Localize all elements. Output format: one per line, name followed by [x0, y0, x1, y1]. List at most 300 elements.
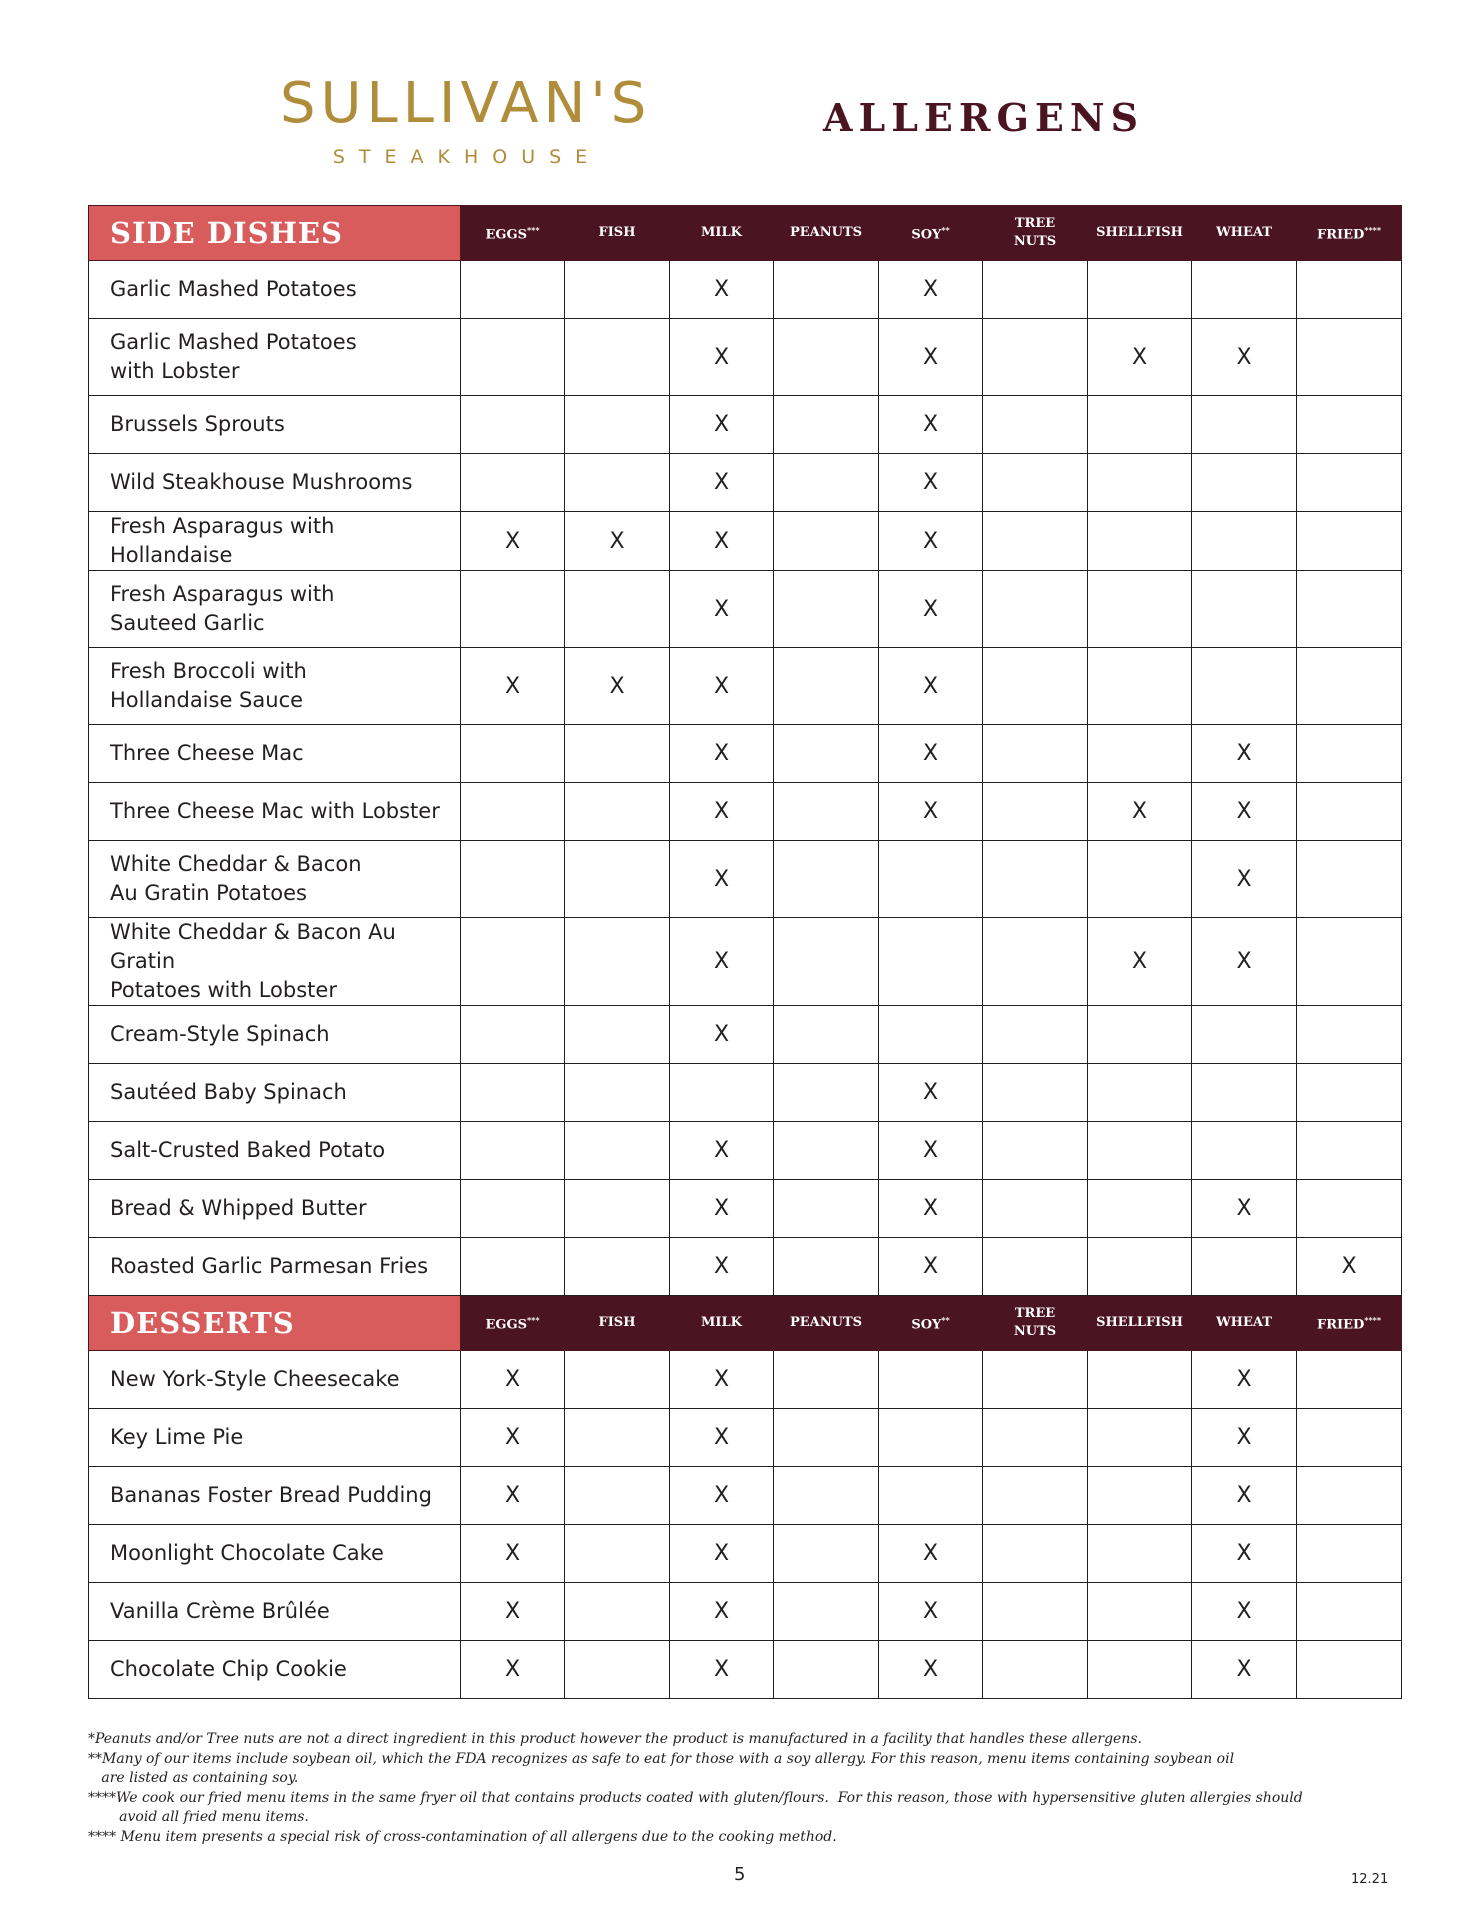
logo-subtitle: STEAKHOUSE	[332, 146, 602, 168]
allergen-mark: X	[1236, 344, 1252, 370]
column-header	[774, 1296, 879, 1351]
allergen-table	[88, 205, 1402, 1699]
allergen-cell	[1297, 918, 1402, 1006]
allergen-cell	[983, 1641, 1088, 1699]
allergen-cell	[1192, 319, 1297, 396]
allergen-cell	[670, 1180, 774, 1238]
column-header	[1088, 1296, 1192, 1351]
allergen-mark: X	[713, 1425, 730, 1450]
allergen-cell	[774, 1238, 879, 1296]
allergen-cell	[670, 1238, 774, 1296]
section-header-row	[89, 1296, 1402, 1351]
allergen-mark: X	[713, 799, 730, 824]
footnote-line: avoid all fried menu items.	[88, 1809, 309, 1825]
allergen-cell	[670, 571, 774, 648]
allergen-cell	[983, 1180, 1088, 1238]
allergen-cell	[1297, 1006, 1402, 1064]
allergen-cell	[1297, 1409, 1402, 1467]
allergen-cell	[1297, 648, 1402, 725]
allergen-cell	[1297, 1641, 1402, 1699]
allergen-cell	[461, 1351, 565, 1409]
allergen-cell	[879, 918, 983, 1006]
menu-item-name-line: Potatoes with Lobster	[110, 978, 337, 1002]
column-header-label: TREE	[1014, 1306, 1056, 1321]
allergen-mark: X	[713, 528, 730, 554]
allergen-cell	[565, 571, 670, 648]
table-row	[89, 571, 1402, 648]
menu-item-name-line: Key Lime Pie	[110, 1425, 244, 1449]
allergen-cell	[879, 783, 983, 841]
allergen-cell	[983, 725, 1088, 783]
allergen-cell	[1192, 1409, 1297, 1467]
allergen-mark: X	[713, 1138, 730, 1163]
menu-item-name	[89, 1583, 461, 1641]
menu-item-name-line: Fresh Asparagus with Hollandaise	[110, 514, 335, 567]
allergen-cell	[879, 261, 983, 319]
allergen-cell	[1088, 1467, 1192, 1525]
allergen-mark: X	[1236, 866, 1252, 892]
allergen-cell	[670, 1641, 774, 1699]
allergen-cell	[1297, 1525, 1402, 1583]
menu-item-name-line: Three Cheese Mac with Lobster	[110, 799, 440, 823]
logo-wordmark: SULLIVAN'S	[280, 71, 652, 136]
allergen-cell	[983, 1351, 1088, 1409]
menu-item-name	[89, 1180, 461, 1238]
allergen-cell	[670, 1583, 774, 1641]
allergen-cell	[461, 1006, 565, 1064]
allergen-cell	[1088, 1351, 1192, 1409]
allergen-cell	[1088, 512, 1192, 571]
allergen-cell	[983, 918, 1088, 1006]
allergen-cell	[1192, 1467, 1297, 1525]
allergen-cell	[1297, 841, 1402, 918]
allergen-mark: X	[1236, 1367, 1252, 1392]
menu-item-name-line: Brussels Sprouts	[110, 412, 285, 436]
allergen-cell	[1088, 918, 1192, 1006]
allergen-cell	[774, 1351, 879, 1409]
footnote-line: **** Menu item presents a special risk of cross-contamination of all allergens due to the cooking method.	[88, 1828, 837, 1845]
allergen-mark: X	[713, 1254, 730, 1279]
allergen-cell	[1297, 319, 1402, 396]
allergen-cell	[1192, 918, 1297, 1006]
allergen-mark: X	[713, 277, 730, 302]
page-title: ALLERGENS	[823, 95, 1145, 140]
allergen-cell	[1192, 648, 1297, 725]
allergen-cell	[565, 454, 670, 512]
allergen-mark: X	[922, 528, 939, 554]
allergen-mark: X	[713, 344, 730, 370]
allergen-mark: X	[1236, 1541, 1252, 1566]
column-header	[1192, 206, 1297, 261]
allergen-mark: X	[713, 741, 730, 766]
section-title: DESSERTS	[89, 1296, 461, 1351]
allergen-mark: X	[713, 470, 730, 495]
allergen-mark: X	[1131, 799, 1148, 824]
menu-item-name	[89, 1064, 461, 1122]
menu-item-name-line: Moonlight Chocolate Cake	[110, 1541, 384, 1565]
allergen-mark: X	[1236, 741, 1252, 766]
table-row	[89, 1006, 1402, 1064]
allergen-mark: X	[922, 799, 939, 824]
footnote-line: **Many of our items include soybean oil, which the FDA recognizes as safe to eat for those with a soy allergy. For this reason, menu items containing soybean oil	[88, 1750, 1235, 1767]
allergen-cell	[879, 1180, 983, 1238]
allergen-mark: X	[1236, 799, 1252, 824]
table-row	[89, 1409, 1402, 1467]
allergen-mark: X	[713, 1022, 730, 1047]
allergen-cell	[670, 319, 774, 396]
allergen-cell	[1088, 1122, 1192, 1180]
column-header-label: SOY	[911, 227, 942, 243]
menu-item-name-line: Roasted Garlic Parmesan Fries	[110, 1254, 429, 1278]
table-row	[89, 396, 1402, 454]
column-header-footnote-mark: **	[941, 1315, 950, 1326]
allergen-cell	[461, 319, 565, 396]
allergen-cell	[565, 1180, 670, 1238]
allergen-cell	[879, 1467, 983, 1525]
allergen-mark: X	[922, 673, 939, 699]
allergen-cell	[461, 1064, 565, 1122]
column-header-label: PEANUTS	[789, 1315, 863, 1330]
allergen-cell	[774, 725, 879, 783]
menu-item-name	[89, 648, 461, 725]
allergen-cell	[1297, 1238, 1402, 1296]
allergen-mark: X	[713, 1367, 730, 1392]
column-header	[1088, 206, 1192, 261]
allergen-cell	[1297, 261, 1402, 319]
allergen-cell	[774, 1180, 879, 1238]
column-header	[1192, 1296, 1297, 1351]
menu-item-name-line: Au Gratin Potatoes	[110, 881, 307, 905]
allergen-cell	[1088, 1409, 1192, 1467]
menu-item-name-line: White Cheddar & Bacon	[110, 852, 362, 876]
menu-item-name-line: Sauteed Garlic	[110, 611, 265, 635]
column-header	[1297, 1296, 1402, 1351]
allergen-cell	[1192, 261, 1297, 319]
allergen-mark: X	[1236, 949, 1252, 974]
menu-item-name	[89, 1409, 461, 1467]
allergen-cell	[879, 1583, 983, 1641]
allergen-cell	[983, 1467, 1088, 1525]
allergen-cell	[1088, 1641, 1192, 1699]
allergen-cell	[565, 1583, 670, 1641]
allergen-mark: X	[922, 1196, 939, 1221]
allergen-cell	[1297, 454, 1402, 512]
allergen-cell	[565, 512, 670, 571]
allergen-cell	[1088, 783, 1192, 841]
allergen-mark: X	[1236, 1425, 1252, 1450]
allergen-cell	[774, 1064, 879, 1122]
column-header-label: MILK	[701, 1315, 742, 1330]
menu-item-name	[89, 918, 461, 1006]
allergen-mark: X	[713, 1599, 730, 1624]
allergen-cell	[1088, 725, 1192, 783]
menu-item-name	[89, 319, 461, 396]
allergen-cell	[774, 1006, 879, 1064]
allergen-cell	[879, 454, 983, 512]
footnotes	[88, 1730, 1408, 1847]
allergen-mark: X	[922, 1080, 939, 1105]
allergen-cell	[1297, 396, 1402, 454]
allergen-mark: X	[1131, 949, 1148, 974]
column-header	[670, 1296, 774, 1351]
allergen-cell	[879, 725, 983, 783]
allergen-cell	[565, 783, 670, 841]
allergen-cell	[879, 1238, 983, 1296]
allergen-cell	[1297, 571, 1402, 648]
allergen-cell	[565, 319, 670, 396]
column-header-label: SOY	[911, 1317, 942, 1333]
allergen-cell	[461, 396, 565, 454]
menu-item-name	[89, 1525, 461, 1583]
allergen-cell	[565, 725, 670, 783]
allergen-cell	[461, 261, 565, 319]
allergen-cell	[1297, 1180, 1402, 1238]
column-header-label: NUTS	[1013, 234, 1057, 249]
allergen-cell	[774, 1641, 879, 1699]
menu-item-name-line: Garlic Mashed Potatoes	[110, 277, 357, 301]
allergen-cell	[1192, 1351, 1297, 1409]
allergen-mark: X	[713, 949, 730, 974]
allergen-cell	[1192, 725, 1297, 783]
allergen-cell	[1192, 454, 1297, 512]
column-header	[461, 1296, 565, 1351]
allergen-cell	[565, 1467, 670, 1525]
allergen-mark: X	[922, 412, 939, 437]
allergen-cell	[670, 918, 774, 1006]
allergen-cell	[565, 1006, 670, 1064]
allergen-mark: X	[504, 528, 521, 554]
allergen-cell	[983, 1238, 1088, 1296]
allergen-cell	[879, 1064, 983, 1122]
table-row	[89, 319, 1402, 396]
allergen-cell	[879, 841, 983, 918]
allergen-cell	[983, 841, 1088, 918]
allergen-mark: X	[713, 1196, 730, 1221]
allergen-mark: X	[1236, 1657, 1252, 1682]
allergen-cell	[983, 648, 1088, 725]
allergen-cell	[670, 648, 774, 725]
allergen-cell	[983, 396, 1088, 454]
menu-item-name	[89, 261, 461, 319]
menu-item-name-line: Fresh Asparagus with	[110, 582, 335, 606]
allergen-mark: X	[713, 1541, 730, 1566]
allergen-cell	[879, 1006, 983, 1064]
allergen-mark: X	[713, 673, 730, 699]
allergen-mark: X	[504, 1541, 521, 1566]
allergen-cell	[1192, 512, 1297, 571]
allergen-cell	[1192, 1006, 1297, 1064]
allergen-cell	[461, 783, 565, 841]
allergen-mark: X	[922, 741, 939, 766]
allergen-cell	[774, 1409, 879, 1467]
allergen-cell	[565, 648, 670, 725]
allergen-cell	[670, 1351, 774, 1409]
allergen-mark: X	[504, 1599, 521, 1624]
allergen-cell	[774, 396, 879, 454]
menu-item-name-line: Bananas Foster Bread Pudding	[110, 1483, 432, 1507]
footnote-line: *Peanuts and/or Tree nuts are not a direct ingredient in this product however the product is manufactured in a facility that handles these allergens.	[88, 1731, 1142, 1747]
table-row	[89, 841, 1402, 918]
allergen-cell	[983, 319, 1088, 396]
allergen-cell	[774, 841, 879, 918]
allergen-mark: X	[922, 1254, 939, 1279]
column-header-label: WHEAT	[1216, 1315, 1272, 1330]
menu-item-name	[89, 454, 461, 512]
allergen-cell	[461, 571, 565, 648]
column-header	[774, 206, 879, 261]
allergen-cell	[983, 783, 1088, 841]
column-header	[461, 206, 565, 261]
allergen-cell	[1297, 1583, 1402, 1641]
allergen-mark: X	[922, 1138, 939, 1163]
allergen-cell	[983, 454, 1088, 512]
allergen-cell	[461, 1525, 565, 1583]
allergen-mark: X	[504, 1483, 521, 1508]
allergen-mark: X	[922, 1541, 939, 1566]
allergen-cell	[565, 1641, 670, 1699]
footnote-line: are listed as containing soy.	[88, 1770, 299, 1786]
allergen-cell	[983, 1525, 1088, 1583]
menu-item-name-line: Bread & Whipped Butter	[110, 1196, 367, 1220]
allergen-cell	[461, 841, 565, 918]
table-row	[89, 918, 1402, 1006]
allergen-mark: X	[1236, 1483, 1252, 1508]
allergen-cell	[1192, 1238, 1297, 1296]
allergen-cell	[983, 1064, 1088, 1122]
column-header-label: FRIED	[1316, 1317, 1365, 1333]
allergen-cell	[774, 454, 879, 512]
allergen-cell	[879, 1351, 983, 1409]
allergen-cell	[1192, 1583, 1297, 1641]
column-header-label: PEANUTS	[789, 225, 863, 240]
allergen-cell	[1297, 1064, 1402, 1122]
allergen-cell	[879, 1122, 983, 1180]
allergen-mark: X	[1236, 1599, 1252, 1624]
menu-item-name-line: with Lobster	[110, 359, 240, 383]
sullivans-logo	[280, 71, 652, 168]
menu-item-name-line: Vanilla Crème Brûlée	[110, 1599, 330, 1623]
menu-item-name	[89, 512, 461, 571]
allergen-cell	[670, 725, 774, 783]
column-header-label: NUTS	[1013, 1324, 1057, 1339]
allergen-cell	[565, 1238, 670, 1296]
allergen-cell	[1088, 1583, 1192, 1641]
menu-item-name	[89, 783, 461, 841]
allergen-cell	[774, 1583, 879, 1641]
column-header	[879, 206, 983, 261]
menu-item-name-line: Salt-Crusted Baked Potato	[110, 1138, 386, 1162]
allergen-cell	[879, 1525, 983, 1583]
allergen-cell	[983, 1006, 1088, 1064]
allergen-cell	[1192, 571, 1297, 648]
allergen-mark: X	[504, 1425, 521, 1450]
allergen-cell	[565, 1351, 670, 1409]
table-row	[89, 725, 1402, 783]
menu-item-name	[89, 1238, 461, 1296]
allergen-mark: X	[713, 1483, 730, 1508]
allergen-cell	[1192, 1122, 1297, 1180]
menu-item-name-line: Garlic Mashed Potatoes	[110, 330, 357, 354]
table-row	[89, 1238, 1402, 1296]
column-header-label: SHELLFISH	[1096, 225, 1183, 240]
page-number: 5	[734, 1864, 746, 1885]
menu-item-name	[89, 1351, 461, 1409]
menu-item-name-line: Cream-Style Spinach	[110, 1022, 330, 1046]
allergen-mark: X	[713, 1657, 730, 1682]
date-code: 12.21	[1351, 1872, 1389, 1887]
allergen-cell	[1297, 1467, 1402, 1525]
menu-item-name	[89, 841, 461, 918]
column-header	[1297, 206, 1402, 261]
allergen-cell	[1088, 571, 1192, 648]
allergen-cell	[774, 648, 879, 725]
allergen-cell	[461, 1467, 565, 1525]
menu-item-name-line: Hollandaise Sauce	[110, 688, 304, 712]
column-header-label: FISH	[598, 225, 636, 240]
allergen-mark: X	[922, 1657, 939, 1682]
column-header	[565, 206, 670, 261]
section-header-row	[89, 206, 1402, 261]
menu-item-name	[89, 725, 461, 783]
table-row	[89, 1467, 1402, 1525]
column-header-label: EGGS	[485, 1317, 527, 1333]
menu-item-name-line: White Cheddar & Bacon Au Gratin	[110, 920, 396, 973]
allergen-cell	[1297, 725, 1402, 783]
allergen-cell	[670, 783, 774, 841]
allergen-cell	[670, 841, 774, 918]
allergen-cell	[670, 1525, 774, 1583]
allergen-cell	[1192, 783, 1297, 841]
allergen-cell	[1297, 783, 1402, 841]
table-row	[89, 261, 1402, 319]
allergen-mark: X	[713, 866, 730, 892]
allergen-cell	[565, 1409, 670, 1467]
allergen-cell	[461, 918, 565, 1006]
allergen-cell	[879, 648, 983, 725]
column-header-label: MILK	[701, 225, 742, 240]
allergen-mark: X	[922, 277, 939, 302]
allergen-cell	[983, 512, 1088, 571]
column-header-label: FRIED	[1316, 227, 1365, 243]
allergen-mark: X	[504, 673, 521, 699]
menu-item-name-line: Chocolate Chip Cookie	[110, 1657, 347, 1681]
allergen-cell	[1192, 841, 1297, 918]
table-row	[89, 512, 1402, 571]
menu-item-name-line: Three Cheese Mac	[110, 741, 304, 765]
section-title: SIDE DISHES	[89, 206, 461, 261]
menu-item-name-line: New York-Style Cheesecake	[110, 1367, 400, 1391]
allergen-mark: X	[713, 412, 730, 437]
table-row	[89, 1351, 1402, 1409]
table-row	[89, 454, 1402, 512]
allergen-cell	[774, 319, 879, 396]
allergen-cell	[565, 1122, 670, 1180]
table-row	[89, 1583, 1402, 1641]
allergen-cell	[461, 454, 565, 512]
allergen-cell	[879, 319, 983, 396]
column-header	[879, 1296, 983, 1351]
allergen-cell	[1192, 396, 1297, 454]
allergen-cell	[983, 261, 1088, 319]
allergen-cell	[983, 1583, 1088, 1641]
allergen-mark: X	[922, 470, 939, 495]
allergen-cell	[1297, 1351, 1402, 1409]
menu-item-name	[89, 1467, 461, 1525]
allergen-cell	[1088, 841, 1192, 918]
menu-item-name	[89, 1006, 461, 1064]
allergen-cell	[1088, 319, 1192, 396]
allergen-cell	[1088, 261, 1192, 319]
